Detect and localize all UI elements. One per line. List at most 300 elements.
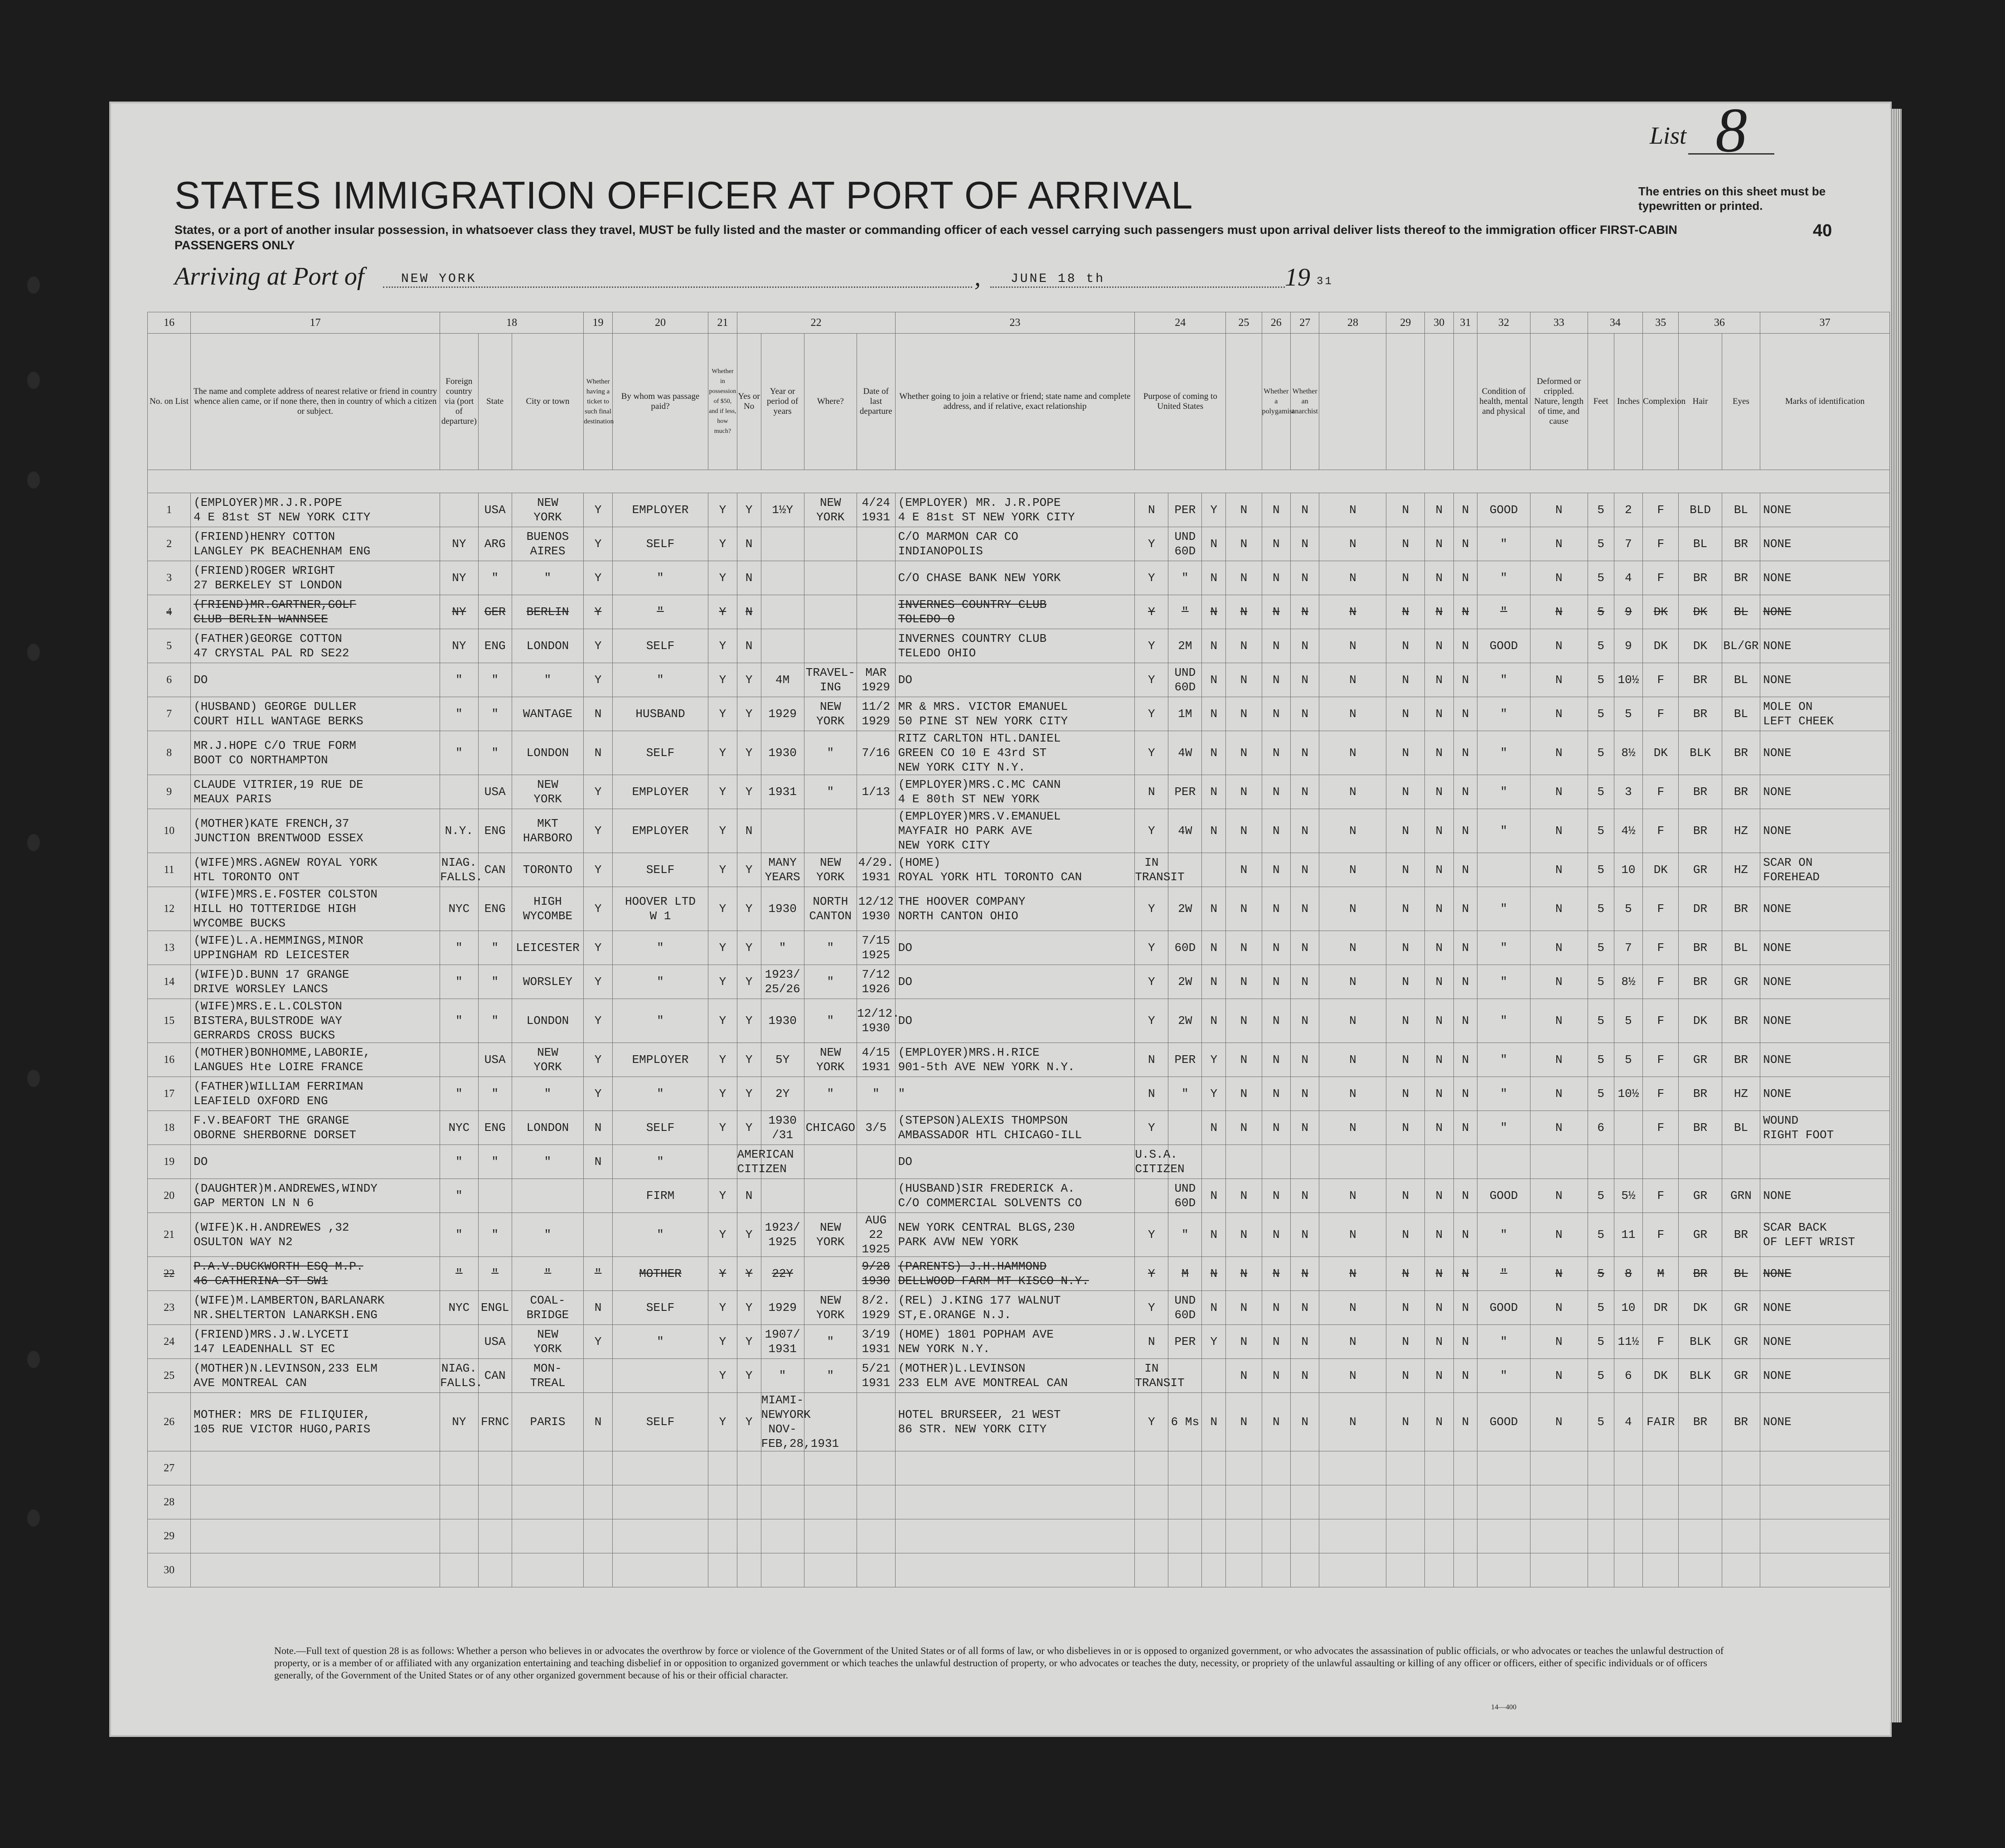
- cell-city: MON- TREAL: [512, 1359, 584, 1393]
- header-complexion: Complexion: [1643, 334, 1679, 470]
- cell-relative: (MOTHER)KATE FRENCH,37 JUNCTION BRENTWOOD ESSEX: [191, 809, 440, 853]
- cell-p1: Y: [1135, 965, 1168, 999]
- cell-c26: [1262, 1145, 1290, 1179]
- cell-c28: N: [1319, 493, 1386, 527]
- cell-feet: 5: [1588, 1359, 1614, 1393]
- cell-c30: N: [1425, 595, 1453, 629]
- header-yes-no: Yes or No: [737, 334, 761, 470]
- cell-fifty: Y: [708, 809, 737, 853]
- cell-p1: IN TRANSIT: [1135, 853, 1168, 887]
- cell-feet: 5: [1588, 663, 1614, 697]
- header-passage-paid: By whom was passage paid?: [612, 334, 708, 470]
- cell-date: 7/15 1925: [857, 931, 896, 965]
- cell-complexion: F: [1643, 527, 1679, 561]
- cell-complexion: F: [1643, 965, 1679, 999]
- cell-no: 19: [148, 1145, 191, 1179]
- cell-empty: [1614, 1451, 1642, 1485]
- cell-joining: (HOME) 1801 POPHAM AVE NEW YORK N.Y.: [895, 1325, 1135, 1359]
- cell-c30: N: [1425, 1111, 1453, 1145]
- cell-no: 17: [148, 1077, 191, 1111]
- cell-c26: N: [1262, 1325, 1290, 1359]
- cell-hair: BLK: [1679, 731, 1722, 775]
- cell-city: ": [512, 1145, 584, 1179]
- cell-c28: N: [1319, 775, 1386, 809]
- cell-empty: [761, 1519, 804, 1553]
- cell-no: 5: [148, 629, 191, 663]
- cell-c30: N: [1425, 1077, 1453, 1111]
- cell-p1: Y: [1135, 1213, 1168, 1257]
- cell-c31: N: [1453, 595, 1477, 629]
- cell-hair: DK: [1679, 999, 1722, 1043]
- cell-before: N: [737, 527, 761, 561]
- cell-p3: N: [1202, 775, 1226, 809]
- cell-c27: N: [1290, 629, 1319, 663]
- cell-c27: N: [1290, 731, 1319, 775]
- cell-c26: N: [1262, 1291, 1290, 1325]
- cell-marks: NONE: [1760, 1257, 1890, 1291]
- cell-deformed: N: [1530, 1213, 1588, 1257]
- cell-feet: 5: [1588, 697, 1614, 731]
- cell-relative: MOTHER: MRS DE FILIQUIER, 105 RUE VICTOR HUGO,PARIS: [191, 1393, 440, 1451]
- cell-paid: SELF: [612, 527, 708, 561]
- cell-c28: N: [1319, 1111, 1386, 1145]
- cell-empty: [737, 1485, 761, 1519]
- cell-inches: 5: [1614, 697, 1642, 731]
- cell-inches: 10½: [1614, 663, 1642, 697]
- cell-joining: (MOTHER)L.LEVINSON 233 ELM AVE MONTREAL CAN: [895, 1359, 1135, 1393]
- cell-c28: [1319, 1145, 1386, 1179]
- cell-empty: [1226, 1451, 1262, 1485]
- cell-empty: [1425, 1553, 1453, 1587]
- column-number: 25: [1226, 312, 1262, 334]
- list-number: 8: [1688, 108, 1774, 155]
- cell-c29: N: [1386, 1077, 1425, 1111]
- cell-paid: ": [612, 965, 708, 999]
- cell-paid: EMPLOYER: [612, 809, 708, 853]
- cell-empty: [1588, 1451, 1614, 1485]
- cell-via: ": [440, 1213, 479, 1257]
- cell-via: ": [440, 731, 479, 775]
- cell-feet: 5: [1588, 965, 1614, 999]
- cell-city: ": [512, 663, 584, 697]
- cell-empty: [1760, 1485, 1890, 1519]
- cell-marks: NONE: [1760, 809, 1890, 853]
- cell-empty: [761, 1451, 804, 1485]
- cell-complexion: M: [1643, 1257, 1679, 1291]
- cell-p2: ": [1168, 561, 1202, 595]
- cell-before: Y: [737, 931, 761, 965]
- cell-hair: DK: [1679, 629, 1722, 663]
- cell-marks: NONE: [1760, 493, 1890, 527]
- cell-p1: Y: [1135, 731, 1168, 775]
- cell-date: 8/2. 1929: [857, 1291, 896, 1325]
- cell-state: USA: [478, 775, 512, 809]
- cell-c25: N: [1226, 1393, 1262, 1451]
- cell-empty: [1530, 1553, 1588, 1587]
- table-row: [148, 931, 1890, 965]
- cell-c28: N: [1319, 527, 1386, 561]
- cell-before: Y: [737, 493, 761, 527]
- cell-p2: PER: [1168, 1325, 1202, 1359]
- cell-c28: N: [1319, 1359, 1386, 1393]
- cell-via: ": [440, 965, 479, 999]
- cell-empty: [478, 1485, 512, 1519]
- cell-c27: N: [1290, 663, 1319, 697]
- cell-before: Y: [737, 1393, 761, 1451]
- table-row: [148, 853, 1890, 887]
- cell-c27: N: [1290, 1077, 1319, 1111]
- cell-p3: [1202, 1145, 1226, 1179]
- cell-paid: EMPLOYER: [612, 1043, 708, 1077]
- cell-c29: N: [1386, 1359, 1425, 1393]
- cell-years: 1½Y: [761, 493, 804, 527]
- cell-state: USA: [478, 1043, 512, 1077]
- cell-c27: N: [1290, 1213, 1319, 1257]
- cell-marks: NONE: [1760, 527, 1890, 561]
- cell-health: ": [1477, 1213, 1530, 1257]
- cell-fifty: Y: [708, 1359, 737, 1393]
- cell-complexion: F: [1643, 1077, 1679, 1111]
- cell-city: LEICESTER: [512, 931, 584, 965]
- cell-c28: N: [1319, 887, 1386, 931]
- cell-ticket: Y: [584, 493, 612, 527]
- cell-empty: [191, 1485, 440, 1519]
- cell-health: ": [1477, 1043, 1530, 1077]
- cell-no: 12: [148, 887, 191, 931]
- cell-years: 1923/ 25/26: [761, 965, 804, 999]
- column-number: 20: [612, 312, 708, 334]
- cell-p3: Y: [1202, 1043, 1226, 1077]
- cell-c25: N: [1226, 493, 1262, 527]
- table-row-empty: [148, 1553, 1890, 1587]
- column-number: 26: [1262, 312, 1290, 334]
- cell-health: ": [1477, 965, 1530, 999]
- cell-c25: N: [1226, 809, 1262, 853]
- cell-ticket: Y: [584, 887, 612, 931]
- cell-eyes: BR: [1722, 1043, 1760, 1077]
- cell-p1: Y: [1135, 1291, 1168, 1325]
- cell-date: 3/5: [857, 1111, 896, 1145]
- binder-hole: [27, 1351, 40, 1368]
- cell-health: ": [1477, 1359, 1530, 1393]
- cell-c27: N: [1290, 1111, 1319, 1145]
- cell-paid: SELF: [612, 731, 708, 775]
- cell-where: ": [804, 731, 857, 775]
- cell-inches: [1614, 1111, 1642, 1145]
- column-number: 33: [1530, 312, 1588, 334]
- cell-c30: N: [1425, 999, 1453, 1043]
- table-row: [148, 965, 1890, 999]
- cell-before: Y: [737, 731, 761, 775]
- cell-p2: PER: [1168, 775, 1202, 809]
- cell-hair: BR: [1679, 1111, 1722, 1145]
- cell-p1: Y: [1135, 809, 1168, 853]
- cell-marks: NONE: [1760, 1043, 1890, 1077]
- table-row: [148, 663, 1890, 697]
- cell-joining: THE HOOVER COMPANY NORTH CANTON OHIO: [895, 887, 1135, 931]
- cell-no: 6: [148, 663, 191, 697]
- table-row: [148, 595, 1890, 629]
- cell-no: 8: [148, 731, 191, 775]
- cell-relative: (FATHER)WILLIAM FERRIMAN LEAFIELD OXFORD ENG: [191, 1077, 440, 1111]
- cell-feet: 5: [1588, 1077, 1614, 1111]
- cell-joining: RITZ CARLTON HTL.DANIEL GREEN CO 10 E 43rd ST NEW YORK CITY N.Y.: [895, 731, 1135, 775]
- cell-empty: [1290, 1485, 1319, 1519]
- cell-hair: GR: [1679, 1043, 1722, 1077]
- cell-empty: [857, 1451, 896, 1485]
- cell-inches: 6: [1614, 1359, 1642, 1393]
- header-eyes: Eyes: [1722, 334, 1760, 470]
- cell-state: ENG: [478, 887, 512, 931]
- cell-health: GOOD: [1477, 1291, 1530, 1325]
- cell-c29: N: [1386, 493, 1425, 527]
- cell-feet: 5: [1588, 629, 1614, 663]
- cell-relative: (WIFE)D.BUNN 17 GRANGE DRIVE WORSLEY LANCS: [191, 965, 440, 999]
- cell-where: CHICAGO: [804, 1111, 857, 1145]
- cell-complexion: F: [1643, 697, 1679, 731]
- cell-no: 4: [148, 595, 191, 629]
- header-where: Where?: [804, 334, 857, 470]
- cell-p3: N: [1202, 527, 1226, 561]
- table-row: [148, 1359, 1890, 1393]
- cell-c31: N: [1453, 561, 1477, 595]
- cell-empty: [1614, 1485, 1642, 1519]
- cell-where: [804, 595, 857, 629]
- cell-eyes: GR: [1722, 1359, 1760, 1393]
- header-date-departure: Date of last departure: [857, 334, 896, 470]
- cell-feet: 5: [1588, 1043, 1614, 1077]
- cell-city: HIGH WYCOMBE: [512, 887, 584, 931]
- cell-hair: GR: [1679, 1213, 1722, 1257]
- cell-marks: NONE: [1760, 663, 1890, 697]
- cell-date: 11/2 1929: [857, 697, 896, 731]
- column-number: 16: [148, 312, 191, 334]
- cell-inches: 11: [1614, 1213, 1642, 1257]
- cell-c26: N: [1262, 595, 1290, 629]
- cell-via: NY: [440, 561, 479, 595]
- cell-ticket: Y: [584, 595, 612, 629]
- cell-empty: [1425, 1451, 1453, 1485]
- cell-joining: DO: [895, 663, 1135, 697]
- cell-marks: NONE: [1760, 731, 1890, 775]
- cell-empty: [440, 1519, 479, 1553]
- header-anarchist: Whether an anarchist: [1290, 334, 1319, 470]
- cell-c26: N: [1262, 629, 1290, 663]
- cell-eyes: BL: [1722, 1111, 1760, 1145]
- cell-years: ": [761, 931, 804, 965]
- cell-years: [761, 561, 804, 595]
- cell-before: N: [737, 629, 761, 663]
- cell-state: ": [478, 663, 512, 697]
- cell-p3: N: [1202, 629, 1226, 663]
- cell-ticket: N: [584, 1145, 612, 1179]
- cell-p2: UND 60D: [1168, 1291, 1202, 1325]
- cell-c31: N: [1453, 931, 1477, 965]
- cell-where: [804, 1257, 857, 1291]
- cell-joining: INVERNES COUNTRY CLUB TELEDO OHIO: [895, 629, 1135, 663]
- cell-city: LONDON: [512, 999, 584, 1043]
- table-row: [148, 527, 1890, 561]
- cell-years: [761, 527, 804, 561]
- header-feet: Feet: [1588, 334, 1614, 470]
- cell-no: 3: [148, 561, 191, 595]
- header-city: City or town: [512, 334, 584, 470]
- cell-state: ": [478, 1145, 512, 1179]
- column-number: 17: [191, 312, 440, 334]
- cell-c31: [1453, 1145, 1477, 1179]
- column-number: 21: [708, 312, 737, 334]
- cell-via: NYC: [440, 887, 479, 931]
- cell-complexion: F: [1643, 561, 1679, 595]
- cell-fifty: Y: [708, 493, 737, 527]
- cell-c31: N: [1453, 999, 1477, 1043]
- cell-empty: [1226, 1485, 1262, 1519]
- cell-empty: [1530, 1485, 1588, 1519]
- cell-c26: N: [1262, 1111, 1290, 1145]
- cell-state: ENG: [478, 1111, 512, 1145]
- port-line: [383, 286, 972, 288]
- header-condition: Condition of health, mental and physical: [1477, 334, 1530, 470]
- spacer-row: [148, 470, 1890, 493]
- cell-empty: [1262, 1485, 1290, 1519]
- cell-complexion: F: [1643, 1325, 1679, 1359]
- cell-state: FRNC: [478, 1393, 512, 1451]
- cell-c25: N: [1226, 887, 1262, 931]
- cell-years: 1930: [761, 999, 804, 1043]
- cell-c27: N: [1290, 561, 1319, 595]
- table-row: [148, 1393, 1890, 1451]
- cell-empty: [761, 1553, 804, 1587]
- cell-empty: [1202, 1485, 1226, 1519]
- column-number: 37: [1760, 312, 1890, 334]
- cell-c29: N: [1386, 931, 1425, 965]
- cell-paid: HUSBAND: [612, 697, 708, 731]
- cell-hair: BR: [1679, 1077, 1722, 1111]
- cell-hair: DK: [1679, 595, 1722, 629]
- cell-no: 2: [148, 527, 191, 561]
- binder-hole: [27, 372, 40, 389]
- cell-inches: 5: [1614, 887, 1642, 931]
- cell-p2: 2W: [1168, 965, 1202, 999]
- header-fifty-dollars: Whether in possession of $50, and if less, how much?: [708, 334, 737, 470]
- cell-via: [440, 775, 479, 809]
- table-row: [148, 697, 1890, 731]
- cell-deformed: N: [1530, 1393, 1588, 1451]
- cell-inches: 8: [1614, 1257, 1642, 1291]
- cell-joining: INVERNES COUNTRY CLUB TOLEDO O: [895, 595, 1135, 629]
- cell-eyes: [1722, 1145, 1760, 1179]
- cell-p3: [1202, 1359, 1226, 1393]
- cell-where: NEW YORK: [804, 1043, 857, 1077]
- cell-empty: [1643, 1485, 1679, 1519]
- cell-p1: Y: [1135, 999, 1168, 1043]
- cell-empty: [512, 1485, 584, 1519]
- cell-date: [857, 1393, 896, 1451]
- cell-inches: 4: [1614, 1393, 1642, 1451]
- cell-p2: 2M: [1168, 629, 1202, 663]
- cell-years: 1923/ 1925: [761, 1213, 804, 1257]
- header-nearest-relative: The name and complete address of nearest relative or friend in country whence alien came, or if none there, then in country of which a citizen or subject.: [191, 334, 440, 470]
- cell-empty: [440, 1485, 479, 1519]
- cell-fifty: Y: [708, 1179, 737, 1213]
- cell-paid: [612, 1359, 708, 1393]
- cell-no: 9: [148, 775, 191, 809]
- date-line: [990, 286, 1285, 288]
- cell-health: ": [1477, 663, 1530, 697]
- cell-empty: [895, 1553, 1135, 1587]
- cell-feet: 5: [1588, 809, 1614, 853]
- cell-c28: N: [1319, 1257, 1386, 1291]
- cell-c31: N: [1453, 1179, 1477, 1213]
- cell-c28: N: [1319, 1179, 1386, 1213]
- cell-c27: N: [1290, 1179, 1319, 1213]
- cell-hair: BR: [1679, 775, 1722, 809]
- cell-health: ": [1477, 775, 1530, 809]
- cell-empty: [1722, 1553, 1760, 1587]
- cell-empty: [708, 1553, 737, 1587]
- cell-c26: N: [1262, 697, 1290, 731]
- cell-ticket: Y: [584, 561, 612, 595]
- cell-empty: [191, 1451, 440, 1485]
- header-year-period: Year or period of years: [761, 334, 804, 470]
- cell-joining: MR & MRS. VICTOR EMANUEL 50 PINE ST NEW YORK CITY: [895, 697, 1135, 731]
- binder-hole: [27, 644, 40, 661]
- cell-deformed: N: [1530, 931, 1588, 965]
- cell-city: LONDON: [512, 731, 584, 775]
- cell-state: ": [478, 561, 512, 595]
- cell-c26: N: [1262, 809, 1290, 853]
- cell-empty: [1202, 1519, 1226, 1553]
- cell-eyes: GR: [1722, 1325, 1760, 1359]
- cell-years: [761, 595, 804, 629]
- cell-empty: [1202, 1553, 1226, 1587]
- cell-c25: N: [1226, 629, 1262, 663]
- cell-date: 4/15 1931: [857, 1043, 896, 1077]
- cell-ticket: Y: [584, 965, 612, 999]
- cell-p3: N: [1202, 595, 1226, 629]
- cell-joining: ": [895, 1077, 1135, 1111]
- cell-c29: N: [1386, 595, 1425, 629]
- cell-where: NORTH CANTON: [804, 887, 857, 931]
- cell-joining: (EMPLOYER)MRS.H.RICE 901-5th AVE NEW YORK N.Y.: [895, 1043, 1135, 1077]
- cell-c27: [1290, 1145, 1319, 1179]
- cell-c28: N: [1319, 1393, 1386, 1451]
- cell-before: Y: [737, 775, 761, 809]
- column-number: 24: [1135, 312, 1226, 334]
- cell-c30: N: [1425, 1325, 1453, 1359]
- cell-c30: N: [1425, 1179, 1453, 1213]
- cell-empty: [584, 1485, 612, 1519]
- cell-health: ": [1477, 1257, 1530, 1291]
- header-c31: [1453, 334, 1477, 470]
- cell-p2: 60D: [1168, 931, 1202, 965]
- cell-c26: N: [1262, 999, 1290, 1043]
- cell-complexion: F: [1643, 663, 1679, 697]
- cell-city: WORSLEY: [512, 965, 584, 999]
- cell-no: 30: [148, 1553, 191, 1587]
- cell-deformed: N: [1530, 697, 1588, 731]
- column-number: 35: [1643, 312, 1679, 334]
- cell-marks: NONE: [1760, 999, 1890, 1043]
- cell-c27: N: [1290, 965, 1319, 999]
- cell-no: 14: [148, 965, 191, 999]
- cell-city: PARIS: [512, 1393, 584, 1451]
- cell-c27: N: [1290, 931, 1319, 965]
- cell-ticket: N: [584, 1111, 612, 1145]
- cell-eyes: BR: [1722, 887, 1760, 931]
- cell-c31: N: [1453, 1393, 1477, 1451]
- column-number: 36: [1679, 312, 1760, 334]
